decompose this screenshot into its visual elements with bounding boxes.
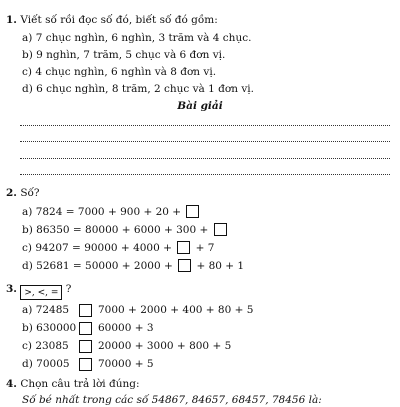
exercise-2-item-d <box>22 259 244 273</box>
exercise-2-item-c-after: + 7 <box>195 242 215 254</box>
exercise-2-item-b-label: b) 86350 = 80000 + 6000 + 300 + <box>22 224 209 236</box>
exercise-2-title: Số? <box>20 187 40 199</box>
exercise-1-item-c: c) 4 chục nghìn, 6 nghìn và 8 đơn vị. <box>22 66 217 78</box>
exercise-1-heading <box>6 14 218 27</box>
exercise-3-question-mark: ? <box>65 283 72 295</box>
comparison-box[interactable] <box>79 340 92 353</box>
exercise-4-number: 4. <box>6 378 17 390</box>
comparison-box[interactable] <box>79 322 92 335</box>
exercise-3-item-c-right: 20000 + 3000 + 800 + 5 <box>98 340 232 352</box>
exercise-2-item-b <box>22 223 229 237</box>
exercise-3-item-a-right: 7000 + 2000 + 400 + 80 + 5 <box>98 304 254 316</box>
solution-label: Bài giải <box>177 100 223 112</box>
answer-line-4 <box>20 174 390 175</box>
exercise-4-title: Chọn câu trả lời đúng: <box>20 378 140 390</box>
exercise-3-heading <box>6 283 71 300</box>
answer-line-1 <box>20 125 390 126</box>
exercise-3-item-b-right: 60000 + 3 <box>98 322 154 334</box>
comparison-symbols-box: >, <, = <box>20 285 62 300</box>
exercise-3-item-c-left: c) 23085 <box>22 340 69 352</box>
comparison-box[interactable] <box>79 304 92 317</box>
exercise-1-item-d: d) 6 chục nghìn, 8 trăm, 2 chục và 1 đơn vị. <box>22 83 254 95</box>
answer-box[interactable] <box>177 241 190 254</box>
exercise-2-item-a <box>22 205 201 219</box>
exercise-3-item-a-left: a) 72485 <box>22 304 70 316</box>
exercise-4-subtitle: Số bé nhất trong các số 54867, 84657, 68457, 78456 là: <box>22 394 322 406</box>
answer-box[interactable] <box>178 259 191 272</box>
exercise-1-title: Viết số rồi đọc số đó, biết số đó gồm: <box>20 14 218 26</box>
exercise-3-item-d-left: d) 70005 <box>22 358 70 370</box>
exercise-1-item-b: b) 9 nghìn, 7 trăm, 5 chục và 6 đơn vị. <box>22 49 226 61</box>
exercise-3-item-d-right: 70000 + 5 <box>98 358 154 370</box>
answer-line-3 <box>20 158 390 159</box>
answer-box[interactable] <box>214 223 227 236</box>
exercise-2-item-a-label: a) 7824 = 7000 + 900 + 20 + <box>22 206 182 218</box>
exercise-2-item-c <box>22 241 214 255</box>
comparison-box[interactable] <box>79 358 92 371</box>
exercise-2-number: 2. <box>6 187 17 199</box>
exercise-3-number: 3. <box>6 283 17 295</box>
exercise-1-item-a: a) 7 chục nghìn, 6 nghìn, 3 trăm và 4 chục. <box>22 32 252 44</box>
exercise-2-item-c-label: c) 94207 = 90000 + 4000 + <box>22 242 172 254</box>
exercise-3-item-b-left: b) 630000 <box>22 322 77 334</box>
exercise-4-heading <box>6 378 140 391</box>
exercise-2-heading <box>6 187 40 200</box>
answer-line-2 <box>20 141 390 142</box>
answer-box[interactable] <box>186 205 199 218</box>
exercise-2-item-d-label: d) 52681 = 50000 + 2000 + <box>22 260 173 272</box>
exercise-2-item-d-after: + 80 + 1 <box>196 260 245 272</box>
exercise-1-number: 1. <box>6 14 17 26</box>
